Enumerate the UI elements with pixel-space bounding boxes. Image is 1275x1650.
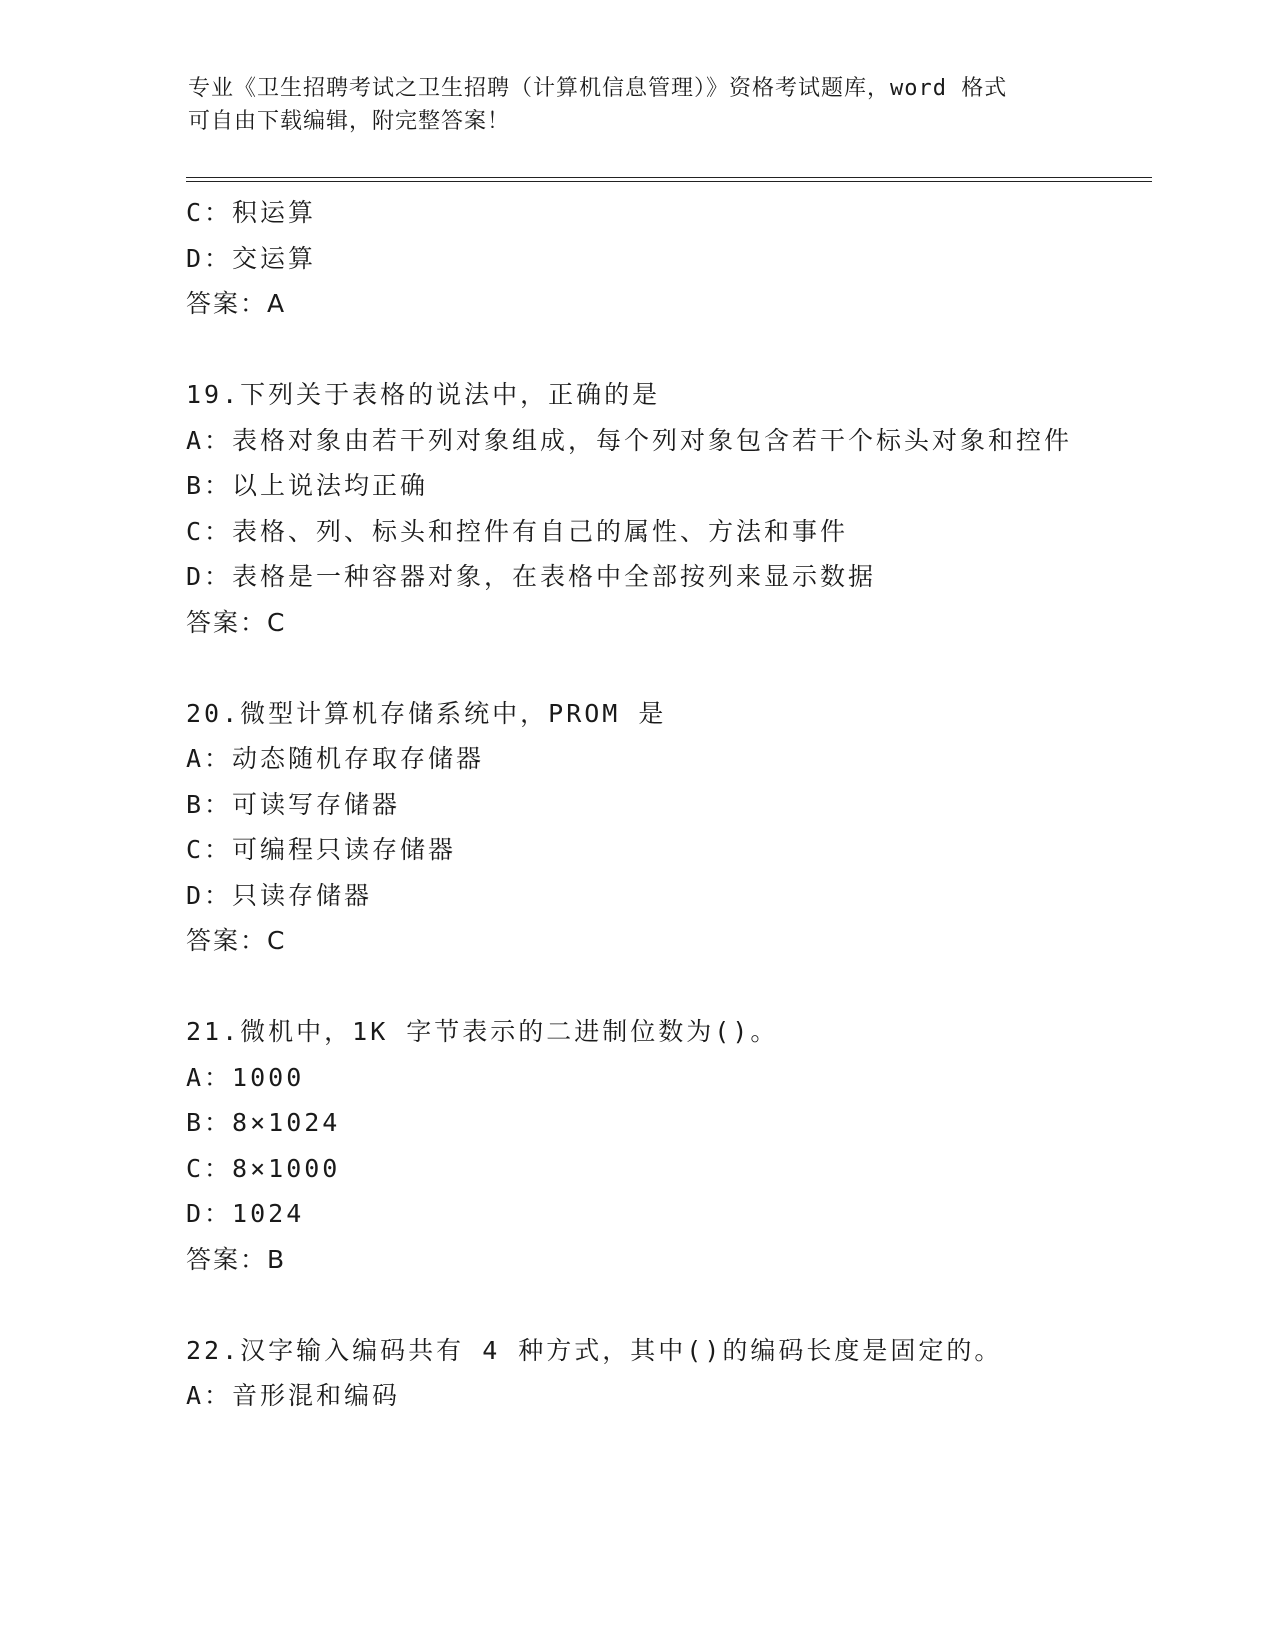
question-spacer — [186, 327, 1086, 373]
document-header — [188, 72, 1088, 138]
header-line-1: 专业《卫生招聘考试之卫生招聘（计算机信息管理）》资格考试题库，word 格式 — [188, 76, 1008, 101]
option-c: C：积运算 — [186, 198, 317, 227]
answer-line: 答案：C — [186, 926, 287, 955]
question-spacer — [186, 645, 1086, 691]
option-d: D：表格是一种容器对象，在表格中全部按列来显示数据 — [186, 562, 877, 591]
question-20 — [186, 691, 1086, 964]
question-stem: 22.汉字输入编码共有 4 种方式，其中()的编码长度是固定的。 — [186, 1335, 1003, 1365]
question-spacer — [186, 964, 1086, 1010]
question-stem: 19.下列关于表格的说法中，正确的是 — [186, 380, 661, 409]
option-b: B：可读写存储器 — [186, 789, 401, 819]
option-c: C：可编程只读存储器 — [186, 835, 457, 864]
answer-line: 答案：C — [186, 607, 287, 637]
header-divider — [186, 177, 1152, 182]
option-a-text: A：表格对象由若干列对象组成，每个列对象包含若干个标头对象和控件 — [186, 425, 1073, 455]
question-21 — [186, 1009, 1086, 1282]
option-d: D：交运算 — [186, 243, 317, 273]
option-a: A：动态随机存取存储器 — [186, 744, 485, 773]
question-spacer — [186, 1282, 1086, 1328]
answer-line: 答案：A — [186, 289, 287, 318]
question-stem: 20.微型计算机存储系统中，PROM 是 — [186, 698, 667, 728]
question-22 — [186, 1328, 1086, 1419]
option-c: C：表格、列、标头和控件有自己的属性、方法和事件 — [186, 516, 849, 546]
question-19 — [186, 372, 1086, 645]
header-line-2: 可自由下载编辑，附完整答案！ — [188, 109, 511, 134]
option-b: B：以上说法均正确 — [186, 471, 429, 500]
answer-line: 答案：B — [186, 1244, 287, 1274]
option-a: A：1000 — [186, 1062, 305, 1092]
option-c: C：8×1000 — [186, 1153, 341, 1183]
option-a: A：音形混和编码 — [186, 1381, 401, 1410]
option-b: B：8×1024 — [186, 1108, 341, 1137]
question-continuation — [186, 190, 1086, 327]
option-a — [186, 418, 1086, 464]
question-stem: 21.微机中，1K 字节表示的二进制位数为()。 — [186, 1017, 779, 1046]
option-d: D：1024 — [186, 1199, 305, 1228]
question-list — [186, 190, 1086, 1419]
option-d: D：只读存储器 — [186, 880, 373, 910]
